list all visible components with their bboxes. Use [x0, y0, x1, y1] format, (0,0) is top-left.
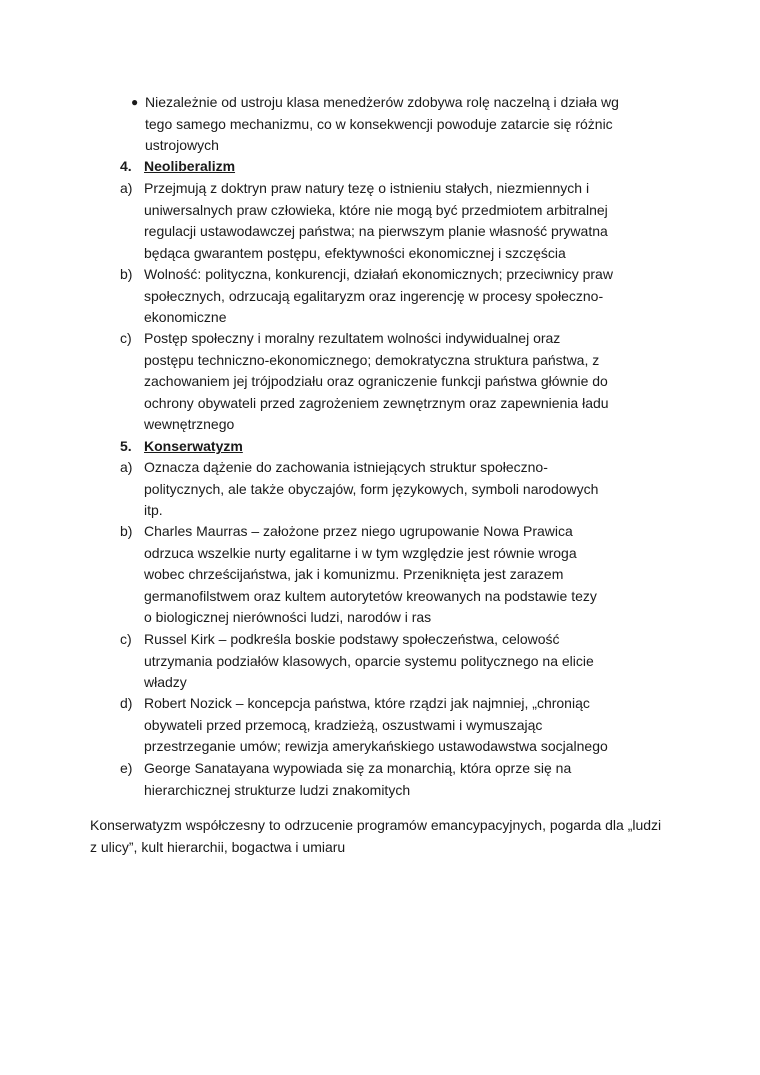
text-line: Konserwatyzm współczesny to odrzucenie programów emancypacyjnych, pogarda dla „ludzi — [90, 817, 662, 833]
item-marker: b) — [120, 523, 133, 539]
section-title: Konserwatyzm — [144, 438, 243, 454]
text-line: germanofilstwem oraz kultem autorytetów kreowanych na podstawie tezy — [144, 587, 597, 604]
list-item — [120, 457, 598, 522]
item-marker: c) — [120, 330, 132, 346]
text-line: utrzymania podziałów klasowych, oparcie systemu politycznego na elicie — [144, 652, 594, 669]
list-item — [120, 629, 594, 694]
text-line: obywateli przed przemocą, kradzieżą, oszustwami i wymuszając — [144, 716, 543, 733]
text-line: Russel Kirk – podkreśla boskie podstawy społeczeństwa, celowość — [144, 631, 560, 647]
item-marker: d) — [120, 695, 133, 711]
text-line: ustrojowych — [145, 137, 219, 153]
list-item — [120, 693, 608, 758]
text-line: społecznych, odrzucają egalitaryzm oraz ingerencję w procesy społeczno- — [144, 287, 604, 304]
text-line: wewnętrznego — [144, 416, 235, 432]
text-line: Oznacza dążenie do zachowania istniejących struktur społeczno- — [144, 459, 548, 475]
text-line: Wolność: polityczna, konkurencji, działań ekonomicznych; przeciwnicy praw — [144, 266, 613, 282]
text-line: ekonomiczne — [144, 309, 227, 325]
list-item — [120, 328, 609, 436]
list-item — [120, 521, 597, 629]
text-line: będąca gwarantem postępu, efektywności ekonomicznej i szczęścia — [144, 244, 566, 261]
text-line: itp. — [144, 502, 163, 518]
section-number: 5. — [120, 438, 132, 454]
text-line: Niezależnie od ustroju klasa menedżerów zdobywa rolę naczelną i działa wg — [145, 94, 619, 110]
text-line: przestrzeganie umów; rewizja amerykańskiego ustawodawstwa socjalnego — [144, 738, 608, 754]
text-line: tego samego mechanizmu, co w konsekwencji powoduje zatarcie się różnic — [145, 115, 613, 132]
list-item — [120, 758, 571, 801]
text-line: Charles Maurras – założone przez niego ugrupowanie Nowa Prawica — [144, 523, 573, 539]
text-line: wobec chrześcijaństwa, jak i komunizmu. Przeniknięta jest zarazem — [144, 566, 564, 582]
item-marker: b) — [120, 266, 133, 282]
section-number: 4. — [120, 158, 132, 174]
list-item — [120, 264, 613, 329]
section-title: Neoliberalizm — [144, 158, 236, 174]
conclusion-paragraph — [90, 815, 690, 858]
text-line: regulacji ustawodawczej państwa; na pierwszym planie własność prywatna — [144, 223, 608, 239]
text-line: z ulicy”, kult hierarchii, bogactwa i umiaru — [90, 838, 346, 855]
item-marker: e) — [120, 760, 133, 776]
item-marker: a) — [120, 180, 133, 196]
text-line: politycznych, ale także obyczajów, form językowych, symboli narodowych — [144, 480, 599, 497]
item-marker: a) — [120, 459, 133, 475]
text-line: hierarchicznej strukturze ludzi znakomitych — [144, 781, 411, 798]
list-item — [120, 178, 608, 264]
text-line: Postęp społeczny i moralny rezultatem wolności indywidualnej oraz — [144, 330, 561, 346]
bullet-list-item — [131, 92, 631, 157]
text-line: odrzuca wszelkie nurty egalitarne i w tym względzie jest równie wroga — [144, 544, 577, 561]
text-line: o biologicznej nierówności ludzi, narodów i ras — [144, 609, 432, 625]
text-line: zachowaniem jej trójpodziału oraz ograniczenie funkcji państwa głównie do — [144, 373, 608, 389]
bullet-icon: ● — [131, 95, 139, 109]
item-marker: c) — [120, 631, 132, 647]
text-line: władzy — [144, 674, 187, 690]
text-line: Przejmują z doktryn praw natury tezę o istnieniu stałych, niezmiennych i — [144, 180, 590, 196]
text-line: Robert Nozick – koncepcja państwa, które rządzi jak najmniej, „chroniąc — [144, 695, 590, 711]
text-line: George Sanatayana wypowiada się za monarchią, która oprze się na — [144, 760, 572, 776]
text-line: uniwersalnych praw człowieka, które nie mogą być przedmiotem arbitralnej — [144, 201, 608, 218]
section-heading-konserwatyzm — [120, 436, 243, 458]
text-line: postępu techniczno-ekonomicznego; demokratyczna struktura państwa, z — [144, 351, 600, 368]
text-line: ochrony obywateli przed zagrożeniem zewnętrznym oraz zapewnienia ładu — [144, 394, 609, 411]
section-heading-neoliberalizm — [120, 156, 235, 178]
